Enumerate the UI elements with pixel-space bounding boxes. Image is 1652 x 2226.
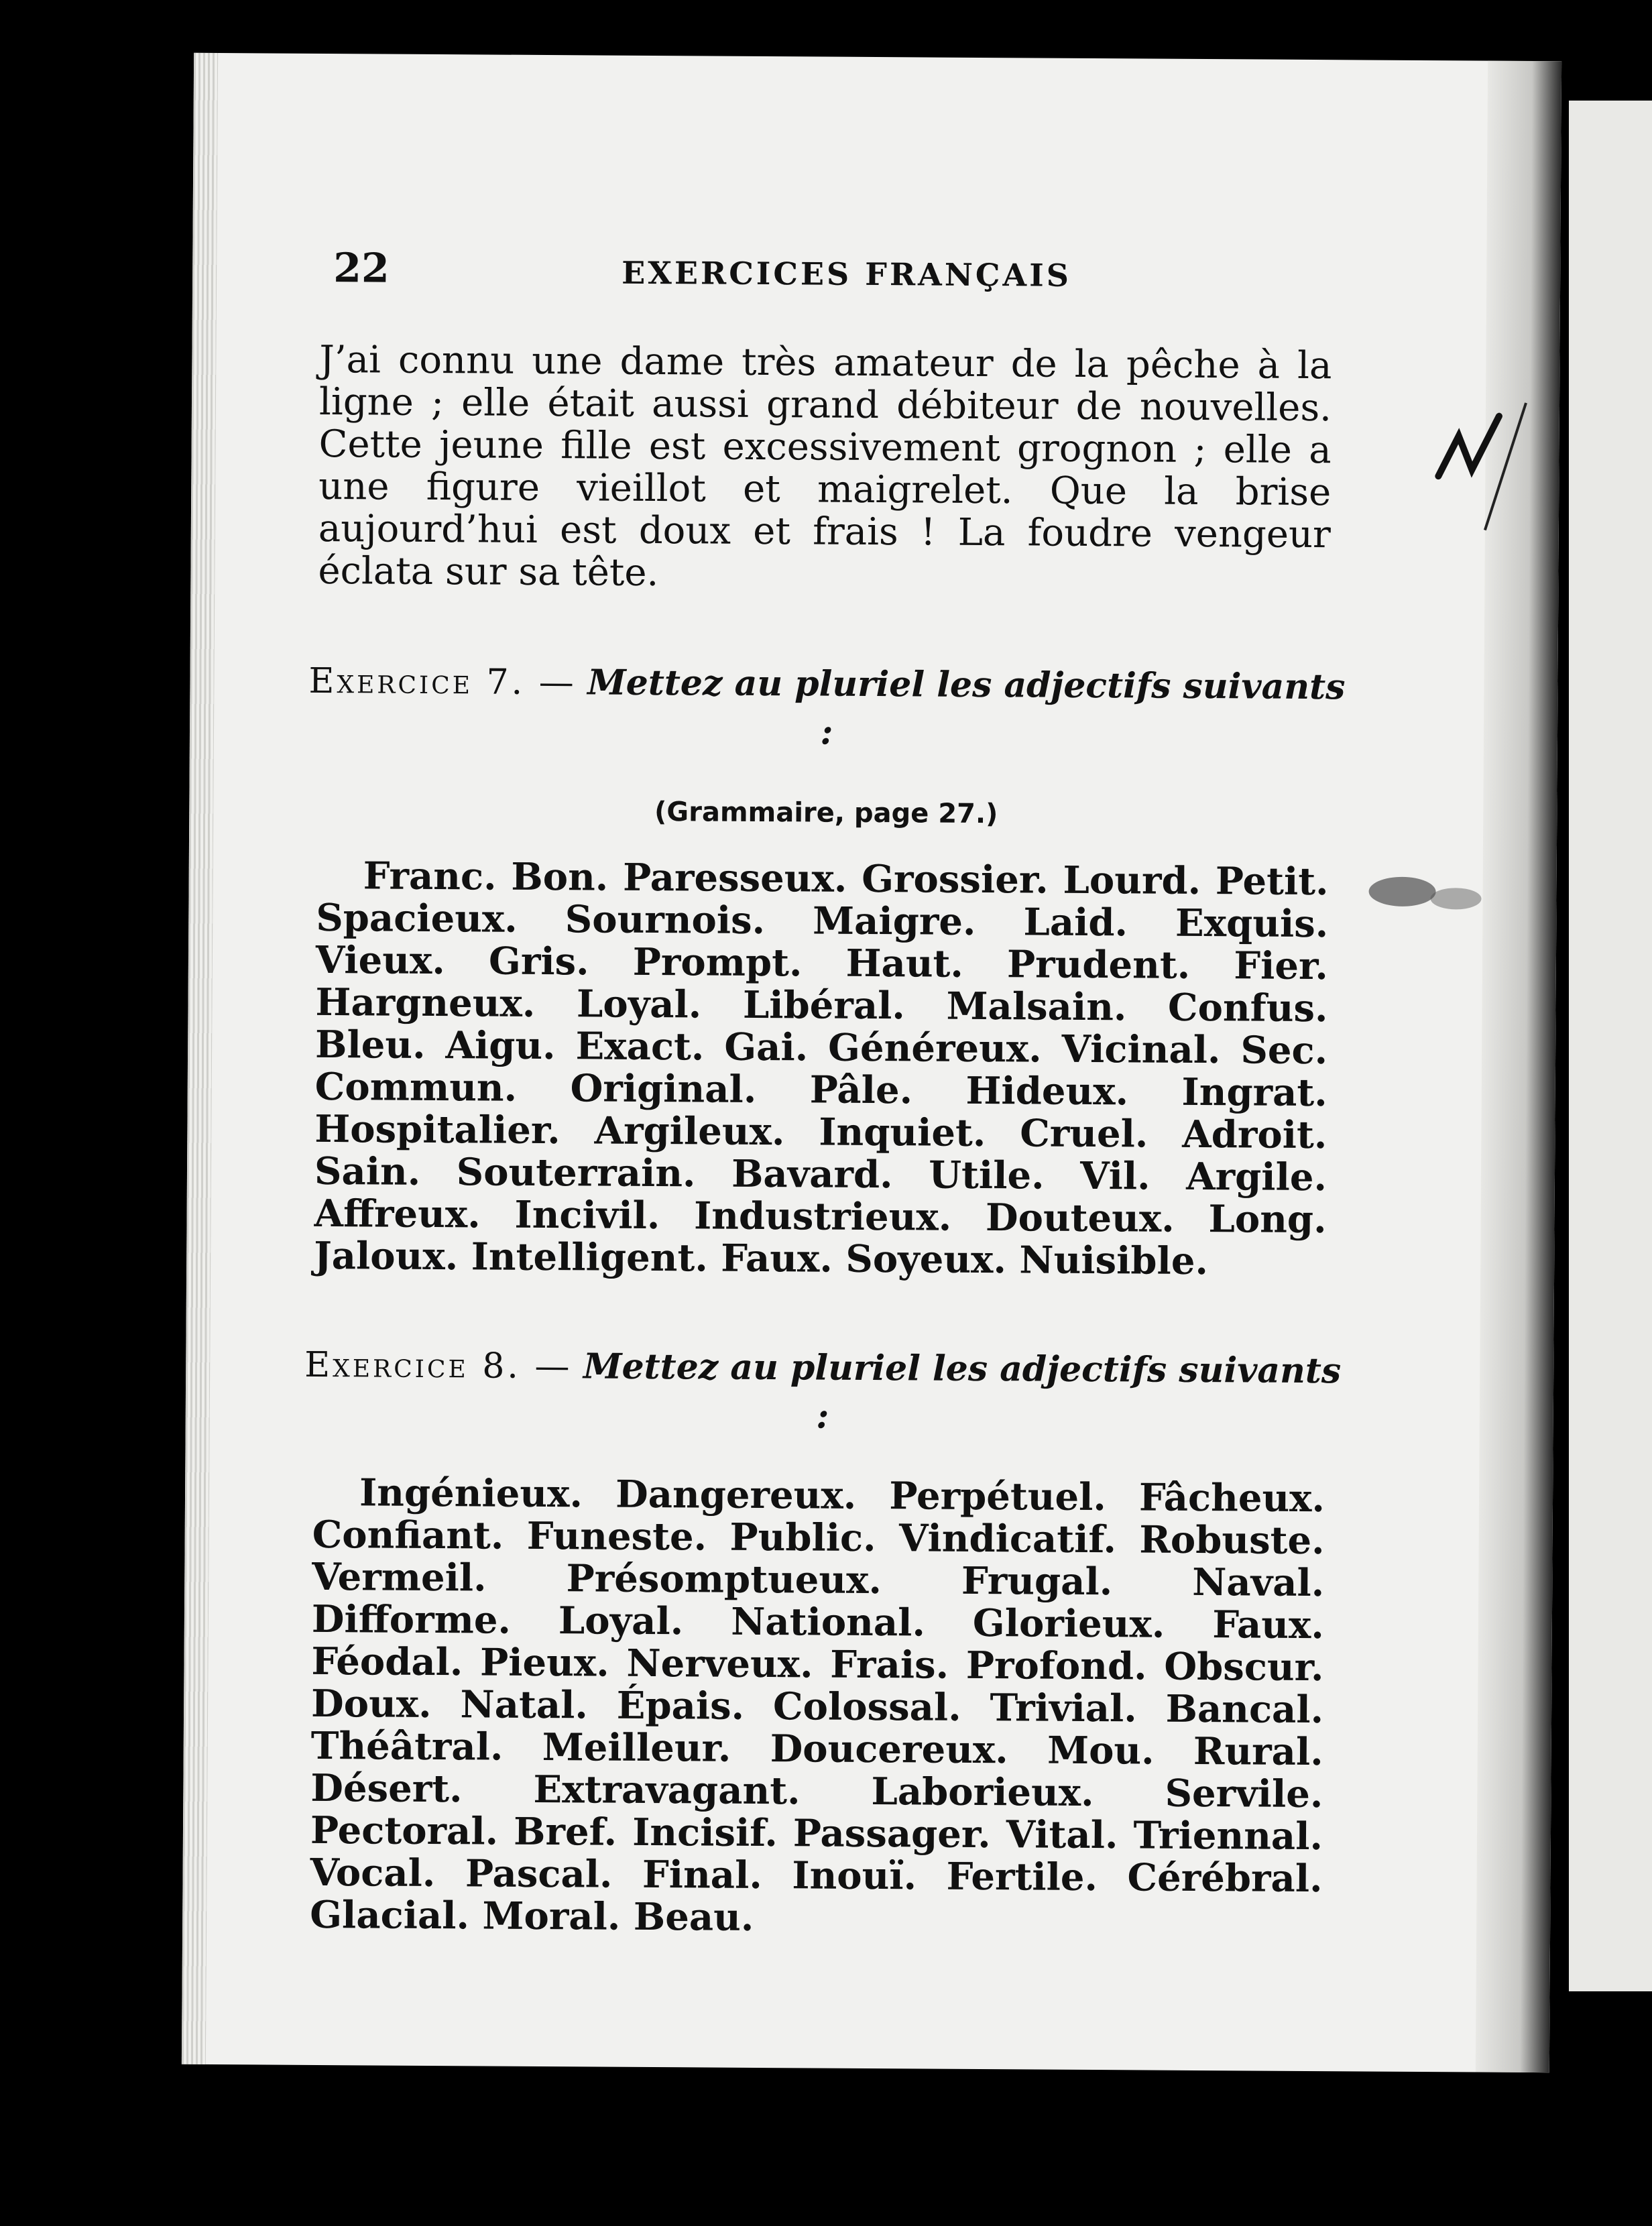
exercise-7-label: Exercice 7. — — [308, 660, 577, 703]
margin-check-mark — [1438, 416, 1499, 477]
running-head — [333, 245, 1474, 312]
exercise-8-instruction: Mettez au pluriel les adjectifs suivants : — [583, 1346, 1342, 1437]
ink-smudge — [1430, 888, 1481, 909]
book-page — [182, 53, 1561, 2072]
exercise-7-reference: (Grammaire, page 27.) — [654, 797, 998, 830]
exercise-8-heading — [300, 1341, 1346, 1444]
ink-blot — [1368, 877, 1435, 907]
exercise-8-label: Exercice 8. — — [304, 1344, 573, 1387]
exercise-7-word-list — [314, 855, 1329, 1283]
facing-page-edge — [1569, 101, 1652, 1991]
page-number: 22 — [333, 245, 390, 292]
running-title: EXERCICES FRANÇAIS — [622, 254, 1072, 294]
exercise-7-instruction: Mettez au pluriel les adjectifs suivants : — [587, 662, 1346, 753]
intro-text: J’ai connu une dame très amateur de la pêche à la ligne ; elle était aussi grand débiteur de nouvelles. Cette jeune fille est excessivement grognon ; elle a une figure vieillot et maigrelet. Que la brise aujourd’hui est doux et frais ! La foudre vengeur éclata sur sa tête. — [318, 337, 1332, 595]
exercise-8-word-list — [310, 1472, 1325, 1942]
exercise-7-heading — [304, 657, 1350, 760]
intro-paragraph — [318, 339, 1332, 598]
exercise-7-text: Franc. Bon. Paresseux. Grossier. Lourd. Petit. Spacieux. Sournois. Maigre. Laid. Exquis. Vieux. Gris. Prompt. Haut. Prudent. Fier. Hargneux. Loyal. Libéral. Malsain. Confus. Bleu. Aigu. Exact. Gai. Généreux. Vicinal. Sec. Commun. Original. Pâle. Hideux. Ingrat. Hospitalier. Argileux. Inquiet. Cruel. Adroit. Sain. Souterrain. Bavard. Utile. Vil. Argile. Affreux. Incivil. Industrieux. Douteux. Long. Jaloux. Intelligent. Faux. Soyeux. Nuisible. — [314, 854, 1329, 1284]
margin-slash-mark — [1485, 403, 1526, 530]
exercise-8-text: Ingénieux. Dangereux. Perpétuel. Fâcheux. Confiant. Funeste. Public. Vindicatif. Robuste. Vermeil. Présomptueux. Frugal. Naval. Difforme. Loyal. National. Glorieux. Faux. Féodal. Pieux. Nerveux. Frais. Profond. Obscur. Doux. Natal. Épais. Colossal. Trivial. Bancal. Théâtral. Meilleur. Doucereux. Mou. Rural. Désert. Extravagant. Laborieux. Servile. Pectoral. Bref. Incisif. Passager. Vital. Triennal. Vocal. Pascal. Final. Inouï. Fertile. Cérébral. Glacial. Moral. Beau. — [310, 1470, 1325, 1940]
handwritten-marks — [1351, 375, 1533, 1583]
page-stack-edge — [182, 53, 218, 2064]
